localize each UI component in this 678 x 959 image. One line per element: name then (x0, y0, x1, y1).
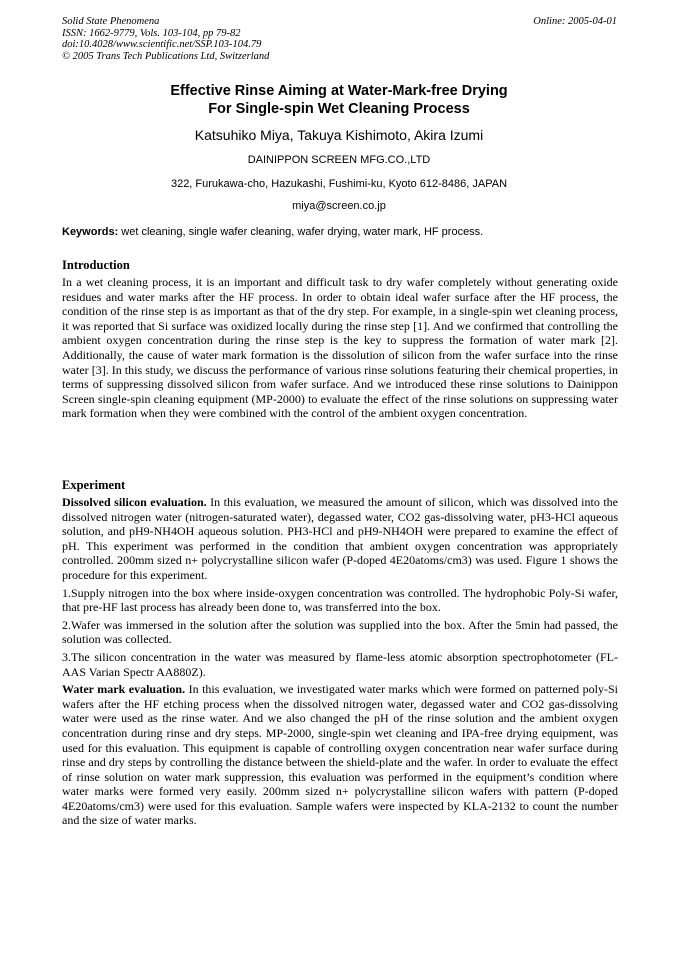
issn-line: ISSN: 1662-9779, Vols. 103-104, pp 79-82 (62, 27, 241, 39)
introduction-paragraph: In a wet cleaning process, it is an important and difficult task to dry wafer completely without generating oxide residues and water marks after the HF process. In order to obtain ideal wafer surface after the HF process, the condition of the rinse step is as important as that of the dry step. For example, in a single-spin wet cleaning process, it was reported that Si surface was oxidized locally during the rinse step [1]. And we confirmed that controlling the ambient oxygen concentration during the rinse step is the key to suppress the formation of water mark [2]. Additionally, the cause of water mark formation is the dissolution of silicon from the wafer surface into the rinse water [3]. In this study, we discuss the performance of various rinse solutions featuring their chemical properties, in terms of suppressing dissolved silicon from wafer surface. And we introduced these rinse solutions to Dainippon Screen single-spin cleaning equipment (MP-2000) to evaluate the effect of the rinse solutions on suppressing water mark formation when they were combined with the control of the ambient oxygen concentration. (62, 275, 618, 421)
affiliation: DAINIPPON SCREEN MFG.CO.,LTD (247, 154, 431, 166)
title-line-2: For Single-spin Wet Cleaning Process (208, 101, 470, 117)
introduction-heading: Introduction (62, 258, 130, 272)
paper-title (0, 82, 678, 118)
introduction-section (62, 258, 618, 424)
copyright-line: © 2005 Trans Tech Publications Ltd, Switzerland (62, 50, 270, 62)
dissolved-silicon-paragraph (62, 495, 618, 583)
keywords-text: wet cleaning, single wafer cleaning, wafer drying, water mark, HF process. (118, 226, 484, 238)
experiment-section (62, 478, 618, 831)
procedure-step-2: 2.Wafer was immersed in the solution after the solution was supplied into the box. After the 5min had passed, the solution was collected. (62, 617, 618, 647)
email: miya@screen.co.jp (292, 200, 386, 212)
dissolved-silicon-text: In this evaluation, we measured the amount of silicon, which was dissolved into the dissolved nitrogen water (nitrogen-saturated water), degassed water, CO2 gas-dissolving water, pH3-HCl aqueous solution, and pH9-NH4OH aqueous solution. PH3-HCl and pH9-NH4OH were prepared to examine the effect of pH. This experiment was performed in the condition that ambient oxygen concentration was appropriately controlled. 200mm sized n+ polycrystalline silicon wafer (P-doped 4E20atoms/cm3) was used. Figure 1 shows the procedure for this experiment. (62, 495, 618, 582)
water-mark-text: In this evaluation, we investigated water marks which were formed on patterned poly-Si wafers after the HF etching process when the dissolved nitrogen water, degassed water and CO2 gas-dissolving water were used as the rinse water. And we also changed the pH of the rinse solution and the ambient oxygen concentration during rinse and dry steps. MP-2000, single-spin wet cleaning and IPA-free drying equipment, was used for this evaluation. This equipment is capable of controlling oxygen concentration near wafer surface during rinse and dry steps by controlling the distance between the shield-plate and the wafer. In order to evaluate the effect of rinse solution on water mark suppression, this evaluation was performed in the equipment’s condition where water marks were formed very easily. 200mm sized n+ polycrystalline silicon wafers with pattern (P-doped 4E20atoms/cm3) were used for this evaluation. Sample wafers were inspected by KLA-2132 to count the number and the size of water marks. (62, 682, 618, 828)
keywords-label: Keywords: (62, 226, 119, 238)
doi-line: doi:10.4028/www.scientific.net/SSP.103-104.79 (62, 39, 262, 50)
author-list: Katsuhiko Miya, Takuya Kishimoto, Akira Izumi (194, 127, 484, 143)
water-mark-lead: Water mark evaluation. (62, 682, 186, 697)
dissolved-silicon-lead: Dissolved silicon evaluation. (62, 495, 207, 509)
online-date: Online: 2005-04-01 (533, 16, 617, 27)
procedure-step-1: 1.Supply nitrogen into the box where inside-oxygen concentration was controlled. The hydrophobic Poly-Si wafer, that pre-HF last process has already been done to, was transferred into the box. (62, 585, 618, 615)
address: 322, Furukawa-cho, Hazukashi, Fushimi-ku, Kyoto 612-8486, JAPAN (170, 178, 508, 190)
journal-header (62, 16, 617, 62)
title-line-1: Effective Rinse Aiming at Water-Mark-free Drying (170, 83, 508, 99)
water-mark-paragraph (62, 682, 618, 828)
journal-name: Solid State Phenomena (62, 16, 160, 27)
experiment-heading: Experiment (62, 478, 126, 492)
keywords (62, 226, 618, 238)
procedure-step-3: 3.The silicon concentration in the water was measured by flame-less atomic absorption spectrophotometer (FL-AAS Varian Spectr AA880Z). (62, 649, 618, 679)
